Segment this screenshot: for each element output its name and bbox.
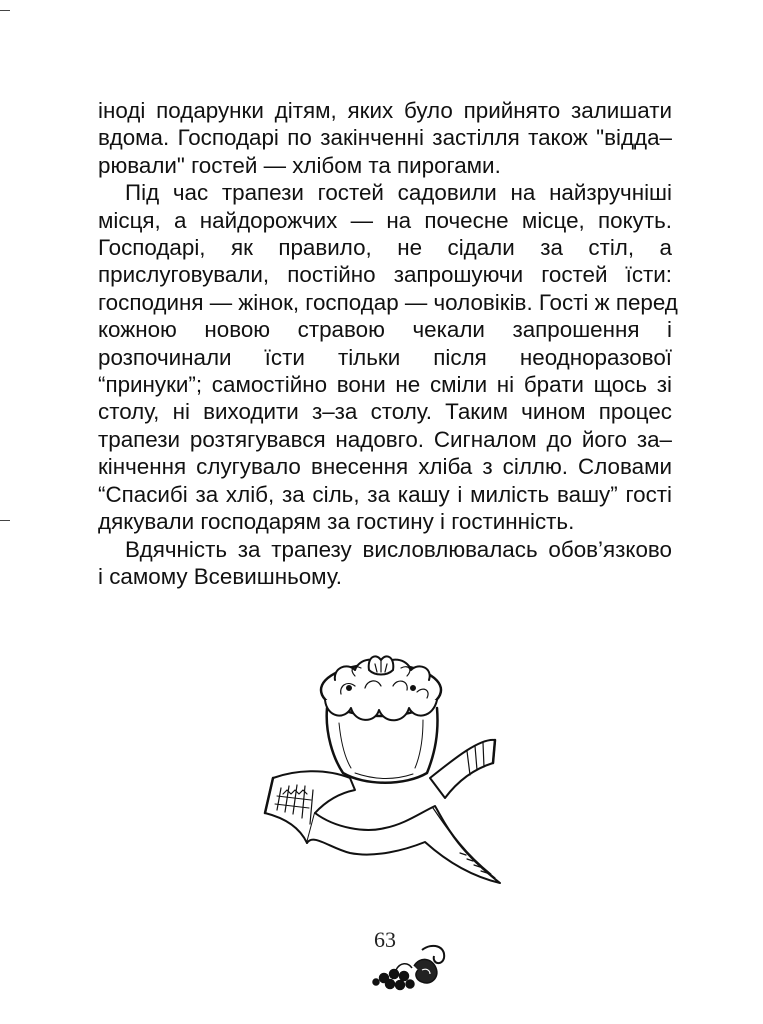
text-line: місця, а найдорожчих — на почесне місце, покуть. bbox=[98, 207, 672, 233]
text-line: і самому Всевишньому. bbox=[98, 563, 343, 589]
text-line: Господарі, як правило, не сідали за стіл, а bbox=[98, 235, 672, 261]
karavai-bread-illustration bbox=[255, 628, 505, 888]
text-line: дякували господарям за гостину і гостинність. bbox=[98, 509, 575, 535]
text-line: “Спасибі за хліб, за сіль, за кашу і милість вашу” гості bbox=[98, 481, 672, 507]
text-line: розпочинали їсти тільки після неодноразової bbox=[98, 344, 672, 370]
text-line: столу, ні виходити з–за столу. Таким чином процес bbox=[98, 399, 672, 425]
text-line: іноді подарунки дітям, яких було прийнято залишати bbox=[98, 98, 672, 123]
text-line: Під час трапези гостей садовили на найзручніші bbox=[125, 180, 672, 206]
crop-mark-top bbox=[0, 10, 10, 11]
text-line: Вдячність за трапезу висловлювалась обов’язково bbox=[125, 536, 672, 562]
text-line: трапези розтягувався надовго. Сигналом до його за– bbox=[98, 426, 672, 452]
text-line: кінчення слугувало внесення хліба з сіллю. Словами bbox=[98, 454, 672, 480]
text-line: господиня — жінок, господар — чоловіків. Гості ж перед bbox=[98, 289, 678, 315]
text-line: прислуговували, постійно запрошуючи гостей їсти: bbox=[98, 262, 672, 288]
text-line: вдома. Господарі по закінченні застілля також "відда– bbox=[98, 125, 672, 151]
crop-mark-middle bbox=[0, 520, 10, 521]
text-line: рювали" гостей — хлібом та пирогами. bbox=[98, 152, 501, 178]
page-number: 63 bbox=[374, 927, 396, 952]
body-text bbox=[98, 97, 678, 590]
text-line: кожною новою стравою чекали запрошення і bbox=[98, 317, 672, 343]
text-line: “принуки”; самостійно вони не сміли ні брати щось зі bbox=[98, 372, 672, 398]
grapes-ornament-icon bbox=[370, 940, 452, 992]
